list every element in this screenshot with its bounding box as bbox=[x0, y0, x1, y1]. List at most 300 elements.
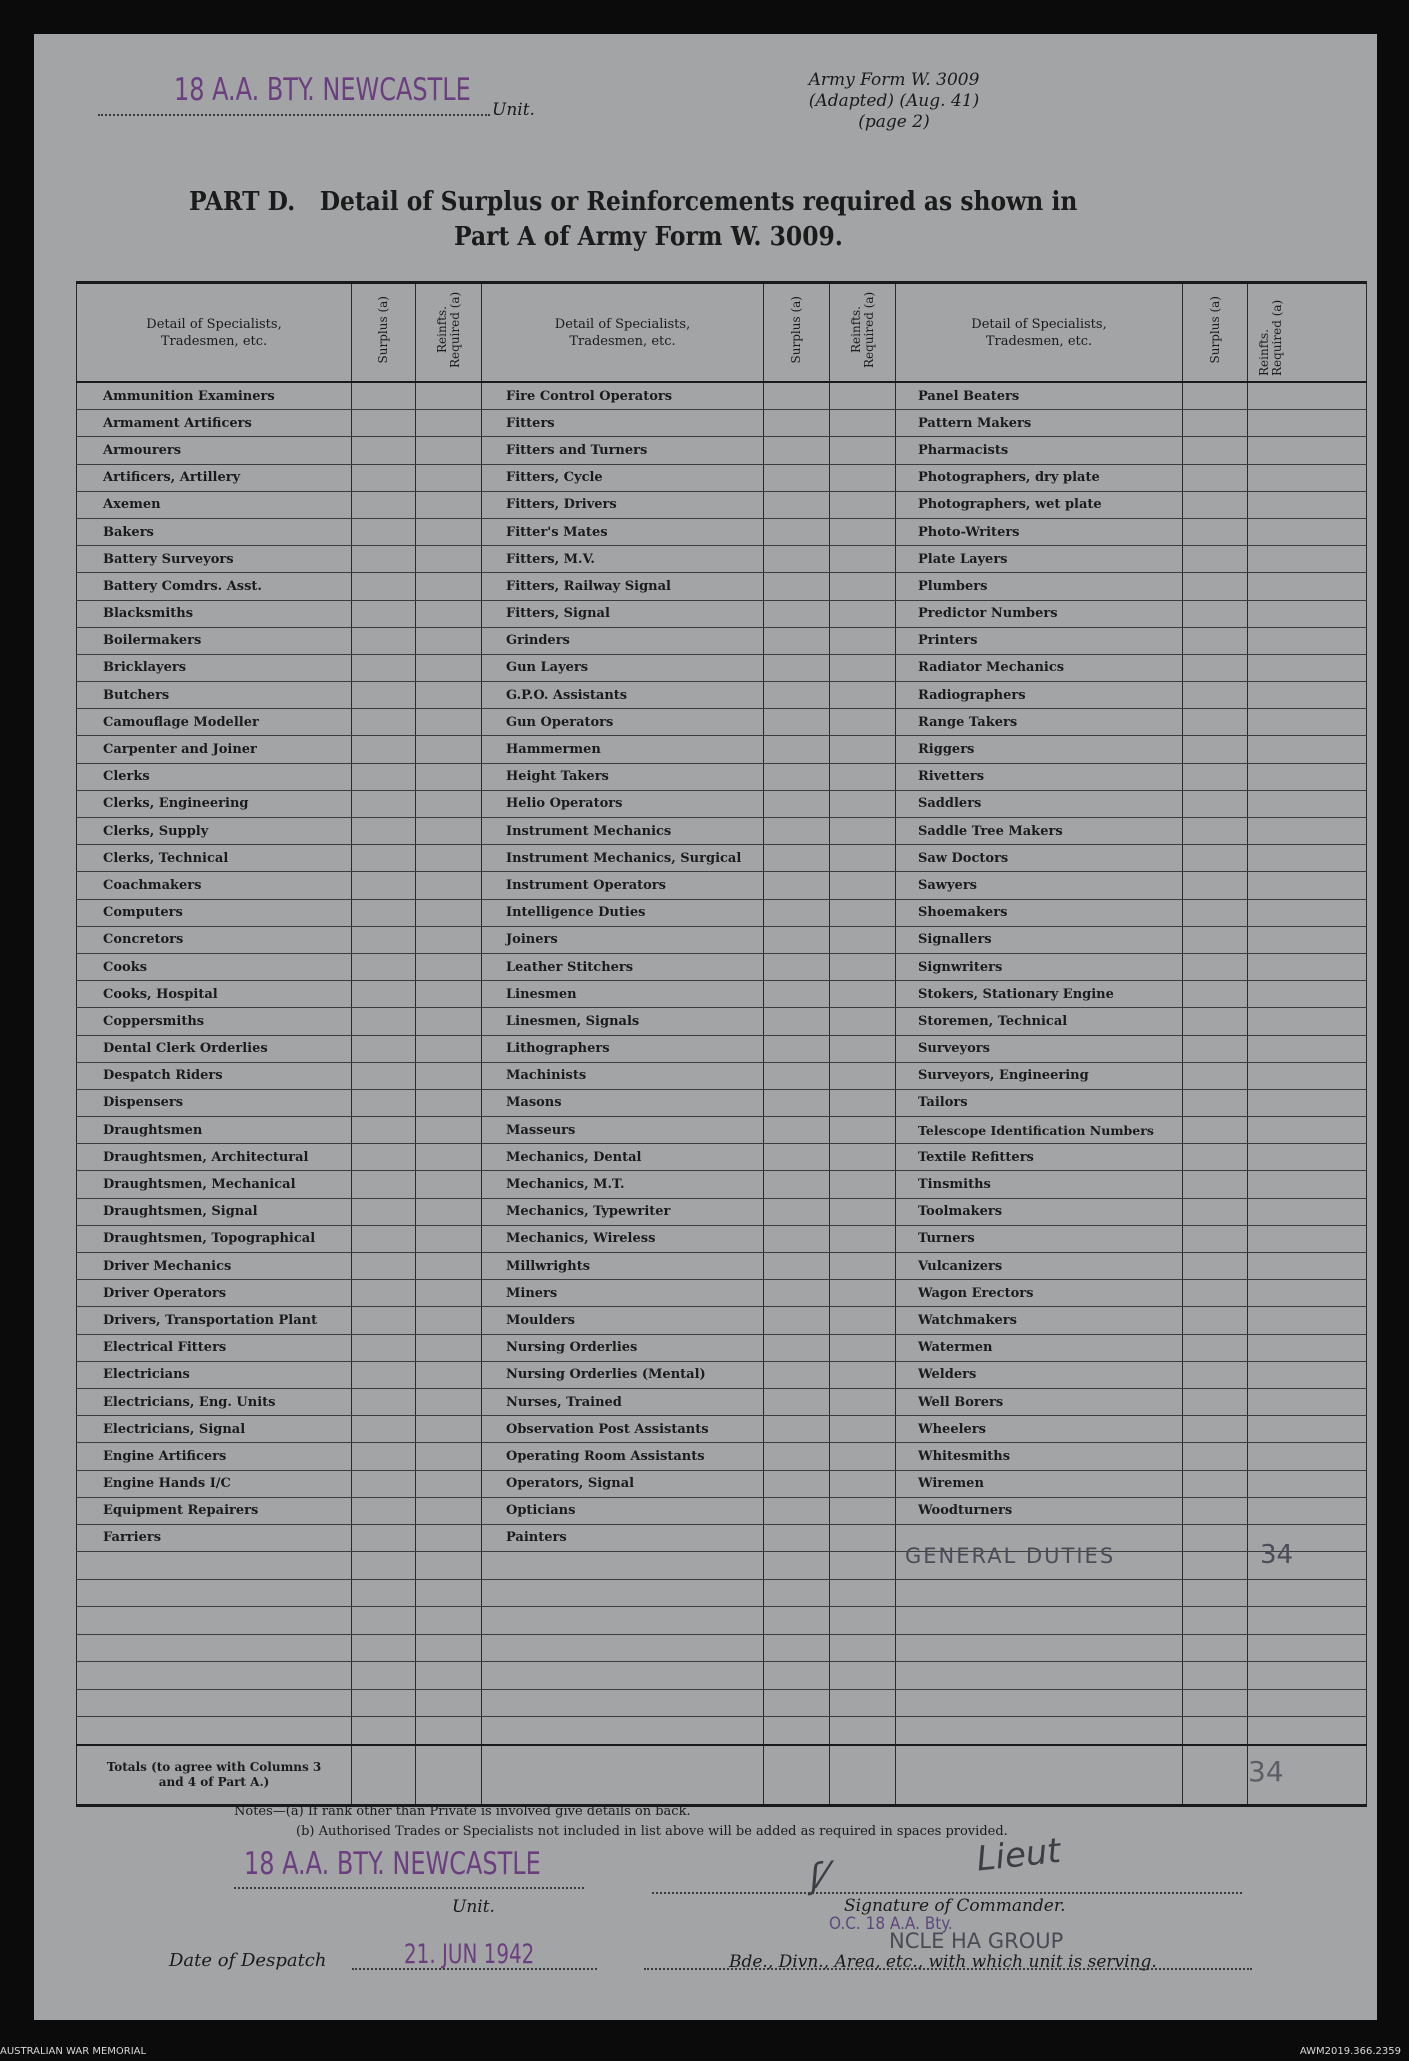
table-row bbox=[77, 1524, 1367, 1551]
trade-name-col2: Mechanics, Dental bbox=[482, 1144, 764, 1171]
surplus-cell bbox=[764, 410, 830, 437]
trade-name-col3: Pattern Makers bbox=[896, 410, 1183, 437]
trade-name-col1: Driver Mechanics bbox=[77, 1253, 352, 1280]
col-header-detail: Detail of Specialists, Tradesmen, etc. bbox=[896, 283, 1183, 383]
surplus-cell bbox=[764, 1307, 830, 1334]
notes bbox=[234, 1802, 1008, 1842]
reinfts-cell bbox=[1248, 1144, 1367, 1171]
surplus-cell bbox=[1183, 899, 1248, 926]
reinfts-cell bbox=[416, 1470, 482, 1497]
reinfts-cell bbox=[830, 382, 896, 410]
table-row bbox=[77, 1443, 1367, 1470]
totals-cell bbox=[482, 1745, 764, 1806]
surplus-cell bbox=[1183, 464, 1248, 491]
trade-name-col3: Saw Doctors bbox=[896, 845, 1183, 872]
trade-name-col2: Fitters, Drivers bbox=[482, 491, 764, 518]
reinfts-cell bbox=[830, 627, 896, 654]
surplus-cell bbox=[352, 682, 416, 709]
trade-name-col2: Millwrights bbox=[482, 1253, 764, 1280]
reinfts-cell bbox=[1248, 736, 1367, 763]
note-b: (b) Authorised Trades or Specialists not included in list above will be added as required in spaces provided. bbox=[296, 1824, 1008, 1839]
trade-name-col2: Mechanics, Wireless bbox=[482, 1225, 764, 1252]
reinfts-cell bbox=[416, 1524, 482, 1551]
table-row bbox=[77, 1497, 1367, 1524]
trade-name-col1: Equipment Repairers bbox=[77, 1497, 352, 1524]
surplus-cell bbox=[352, 464, 416, 491]
blank-cell bbox=[416, 1607, 482, 1635]
col-header-reinfts: Reinfts. Required (a) bbox=[416, 283, 482, 383]
trade-name-col1: Bricklayers bbox=[77, 654, 352, 681]
trade-name-col1: Engine Artificers bbox=[77, 1443, 352, 1470]
blank-cell bbox=[1183, 1579, 1248, 1607]
table-row bbox=[77, 790, 1367, 817]
trade-name-col1: Draughtsmen, Topographical bbox=[77, 1225, 352, 1252]
col-header-detail: Detail of Specialists, Tradesmen, etc. bbox=[482, 283, 764, 383]
reinfts-cell bbox=[416, 1280, 482, 1307]
trade-name-col2: Instrument Operators bbox=[482, 872, 764, 899]
surplus-cell bbox=[1183, 1416, 1248, 1443]
surplus-cell bbox=[352, 872, 416, 899]
reinfts-cell bbox=[416, 1416, 482, 1443]
surplus-cell bbox=[1183, 491, 1248, 518]
surplus-cell bbox=[764, 382, 830, 410]
surplus-cell bbox=[1183, 1225, 1248, 1252]
reinfts-cell bbox=[416, 709, 482, 736]
signature-mark-icon: ʃ⁄ bbox=[807, 1855, 829, 1898]
table-row bbox=[77, 654, 1367, 681]
surplus-cell bbox=[764, 627, 830, 654]
table-row bbox=[77, 410, 1367, 437]
reinfts-cell bbox=[830, 1280, 896, 1307]
surplus-cell bbox=[352, 1334, 416, 1361]
blank-row[interactable] bbox=[77, 1607, 1367, 1635]
trade-name-col3: Photographers, wet plate bbox=[896, 491, 1183, 518]
reinfts-cell bbox=[830, 845, 896, 872]
reinfts-cell bbox=[416, 1089, 482, 1116]
reinfts-cell bbox=[1248, 1089, 1367, 1116]
table-row bbox=[77, 926, 1367, 953]
surplus-cell bbox=[764, 518, 830, 545]
table-row bbox=[77, 1089, 1367, 1116]
signature-label: Signature of Commander. bbox=[844, 1896, 1066, 1916]
blank-cell bbox=[896, 1689, 1183, 1717]
blank-cell bbox=[352, 1552, 416, 1580]
blank-cell bbox=[77, 1634, 352, 1662]
surplus-cell bbox=[764, 682, 830, 709]
blank-cell bbox=[830, 1579, 896, 1607]
archive-label-left: AUSTRALIAN WAR MEMORIAL bbox=[0, 2046, 147, 2057]
reinfts-cell bbox=[830, 1470, 896, 1497]
surplus-cell bbox=[352, 763, 416, 790]
reinfts-cell bbox=[1248, 1117, 1367, 1144]
table-row bbox=[77, 627, 1367, 654]
trade-name-col3: Shoemakers bbox=[896, 899, 1183, 926]
surplus-cell bbox=[1183, 573, 1248, 600]
trade-name-col1: Clerks bbox=[77, 763, 352, 790]
form-page bbox=[34, 34, 1377, 2020]
reinfts-cell bbox=[416, 546, 482, 573]
trade-name-col3: Photographers, dry plate bbox=[896, 464, 1183, 491]
surplus-cell bbox=[352, 1225, 416, 1252]
trade-name-col1: Clerks, Supply bbox=[77, 818, 352, 845]
surplus-cell bbox=[1183, 1361, 1248, 1388]
reinfts-cell bbox=[1248, 953, 1367, 980]
trade-name-col2: Fitters and Turners bbox=[482, 437, 764, 464]
trade-name-col3: Turners bbox=[896, 1225, 1183, 1252]
surplus-cell bbox=[1183, 1089, 1248, 1116]
reinfts-cell bbox=[416, 872, 482, 899]
surplus-cell bbox=[352, 573, 416, 600]
trade-name-col2: Joiners bbox=[482, 926, 764, 953]
blank-cell bbox=[482, 1579, 764, 1607]
trade-name-col2: Fitters, M.V. bbox=[482, 546, 764, 573]
surplus-cell bbox=[352, 627, 416, 654]
blank-cell bbox=[830, 1717, 896, 1745]
blank-cell bbox=[830, 1689, 896, 1717]
col-header-surplus: Surplus (a) bbox=[764, 283, 830, 383]
trade-name-col3: Riggers bbox=[896, 736, 1183, 763]
surplus-cell bbox=[352, 899, 416, 926]
table-row bbox=[77, 1334, 1367, 1361]
reinfts-cell bbox=[1248, 654, 1367, 681]
blank-row[interactable] bbox=[77, 1579, 1367, 1607]
reinfts-cell bbox=[1248, 410, 1367, 437]
surplus-cell bbox=[352, 1253, 416, 1280]
unit-label-top: Unit. bbox=[492, 100, 535, 120]
surplus-cell bbox=[352, 1198, 416, 1225]
trade-name-col2: Masons bbox=[482, 1089, 764, 1116]
reinfts-cell bbox=[416, 1443, 482, 1470]
table-row bbox=[77, 464, 1367, 491]
table-row bbox=[77, 1225, 1367, 1252]
table-row bbox=[77, 818, 1367, 845]
date-stamp: 21. JUN 1942 bbox=[404, 1939, 535, 1970]
surplus-cell bbox=[1183, 736, 1248, 763]
blank-row[interactable] bbox=[77, 1634, 1367, 1662]
totals-cell bbox=[830, 1745, 896, 1806]
surplus-cell bbox=[764, 1144, 830, 1171]
surplus-cell bbox=[352, 546, 416, 573]
reinfts-cell bbox=[830, 437, 896, 464]
blank-cell bbox=[1183, 1689, 1248, 1717]
form-reference bbox=[779, 70, 1009, 133]
reinfts-cell bbox=[830, 1117, 896, 1144]
table-row bbox=[77, 1416, 1367, 1443]
table-row bbox=[77, 1388, 1367, 1415]
trade-name-col2: Gun Layers bbox=[482, 654, 764, 681]
surplus-cell bbox=[1183, 1470, 1248, 1497]
reinfts-cell bbox=[1248, 600, 1367, 627]
table-row bbox=[77, 682, 1367, 709]
surplus-cell bbox=[764, 1171, 830, 1198]
table-row bbox=[77, 709, 1367, 736]
trade-name-col3: Watchmakers bbox=[896, 1307, 1183, 1334]
reinfts-cell bbox=[830, 1062, 896, 1089]
trade-name-col1: Carpenter and Joiner bbox=[77, 736, 352, 763]
blank-cell bbox=[1183, 1634, 1248, 1662]
trade-name-col3: Predictor Numbers bbox=[896, 600, 1183, 627]
blank-cell bbox=[482, 1662, 764, 1690]
surplus-cell bbox=[1183, 600, 1248, 627]
blank-cell bbox=[896, 1662, 1183, 1690]
reinfts-cell bbox=[1248, 845, 1367, 872]
reinfts-cell bbox=[830, 1524, 896, 1551]
reinfts-cell bbox=[830, 1307, 896, 1334]
reinfts-cell bbox=[830, 682, 896, 709]
trade-name-col1: Axemen bbox=[77, 491, 352, 518]
reinfts-cell bbox=[1248, 491, 1367, 518]
trade-name-col3: Tinsmiths bbox=[896, 1171, 1183, 1198]
blank-cell bbox=[830, 1552, 896, 1580]
reinfts-cell bbox=[830, 1225, 896, 1252]
table-row bbox=[77, 845, 1367, 872]
blank-cell bbox=[1183, 1607, 1248, 1635]
surplus-cell bbox=[764, 872, 830, 899]
reinfts-cell bbox=[830, 654, 896, 681]
reinfts-cell bbox=[830, 709, 896, 736]
blank-cell bbox=[352, 1579, 416, 1607]
trade-name-col2: Fitters, Cycle bbox=[482, 464, 764, 491]
surplus-cell bbox=[1183, 709, 1248, 736]
blank-cell bbox=[77, 1662, 352, 1690]
handwritten-reinfts-entry: 34 bbox=[1260, 1540, 1294, 1570]
reinfts-cell bbox=[416, 1388, 482, 1415]
blank-cell bbox=[1248, 1634, 1367, 1662]
surplus-cell bbox=[764, 1062, 830, 1089]
trade-name-col2: Instrument Mechanics, Surgical bbox=[482, 845, 764, 872]
surplus-cell bbox=[352, 1497, 416, 1524]
trade-name-col1: Electricians bbox=[77, 1361, 352, 1388]
table-row bbox=[77, 1008, 1367, 1035]
surplus-cell bbox=[352, 1416, 416, 1443]
reinfts-cell bbox=[1248, 1171, 1367, 1198]
reinfts-cell bbox=[830, 491, 896, 518]
trade-name-col3: Radiator Mechanics bbox=[896, 654, 1183, 681]
trade-name-col2: Instrument Mechanics bbox=[482, 818, 764, 845]
reinfts-cell bbox=[1248, 1225, 1367, 1252]
reinfts-cell bbox=[1248, 818, 1367, 845]
surplus-cell bbox=[352, 1388, 416, 1415]
table-row bbox=[77, 518, 1367, 545]
trade-name-col1: Electricians, Eng. Units bbox=[77, 1388, 352, 1415]
surplus-cell bbox=[352, 790, 416, 817]
surplus-cell bbox=[352, 1470, 416, 1497]
trade-name-col3: Radiographers bbox=[896, 682, 1183, 709]
blank-cell bbox=[764, 1689, 830, 1717]
table-row bbox=[77, 491, 1367, 518]
reinfts-cell bbox=[416, 464, 482, 491]
form-title bbox=[189, 187, 1077, 217]
reinfts-cell bbox=[1248, 1361, 1367, 1388]
trade-name-col3: Textile Refitters bbox=[896, 1144, 1183, 1171]
blank-row[interactable] bbox=[77, 1689, 1367, 1717]
reinfts-cell bbox=[1248, 981, 1367, 1008]
trade-name-col3-text: Telescope Identification Numbers bbox=[918, 1122, 1154, 1138]
blank-row[interactable] bbox=[77, 1552, 1367, 1580]
table-row bbox=[77, 1253, 1367, 1280]
trade-name-col2: Miners bbox=[482, 1280, 764, 1307]
surplus-cell bbox=[1183, 1334, 1248, 1361]
reinfts-cell bbox=[416, 1171, 482, 1198]
trade-name-col2: Linesmen bbox=[482, 981, 764, 1008]
reinfts-cell bbox=[416, 1008, 482, 1035]
surplus-cell bbox=[1183, 1524, 1248, 1551]
table-row bbox=[77, 1198, 1367, 1225]
reinfts-cell bbox=[1248, 1008, 1367, 1035]
blank-row[interactable] bbox=[77, 1717, 1367, 1745]
surplus-cell bbox=[1183, 1280, 1248, 1307]
reinfts-cell bbox=[830, 872, 896, 899]
surplus-cell bbox=[1183, 1307, 1248, 1334]
table-row bbox=[77, 546, 1367, 573]
trade-name-col1: Drivers, Transportation Plant bbox=[77, 1307, 352, 1334]
trade-name-col2: Fitters, Signal bbox=[482, 600, 764, 627]
bde-label: Bde., Divn., Area, etc., with which unit is serving. bbox=[729, 1952, 1157, 1972]
blank-cell bbox=[77, 1689, 352, 1717]
reinfts-cell bbox=[1248, 899, 1367, 926]
trade-name-col1: Farriers bbox=[77, 1524, 352, 1551]
reinfts-cell bbox=[830, 1171, 896, 1198]
surplus-cell bbox=[764, 600, 830, 627]
trade-name-col2: Linesmen, Signals bbox=[482, 1008, 764, 1035]
trade-name-col2: Height Takers bbox=[482, 763, 764, 790]
surplus-cell bbox=[1183, 1388, 1248, 1415]
surplus-cell bbox=[352, 410, 416, 437]
trade-name-col1: Engine Hands I/C bbox=[77, 1470, 352, 1497]
date-label: Date of Despatch bbox=[169, 1950, 327, 1971]
table-row bbox=[77, 1470, 1367, 1497]
trade-name-col3: Wagon Erectors bbox=[896, 1280, 1183, 1307]
surplus-cell bbox=[764, 1117, 830, 1144]
surplus-cell bbox=[764, 1416, 830, 1443]
reinfts-cell bbox=[830, 1443, 896, 1470]
trade-name-col3: Surveyors bbox=[896, 1035, 1183, 1062]
reinfts-cell bbox=[830, 1497, 896, 1524]
table-row bbox=[77, 872, 1367, 899]
surplus-cell bbox=[352, 1524, 416, 1551]
reinfts-cell bbox=[1248, 1280, 1367, 1307]
totals-cell bbox=[764, 1745, 830, 1806]
col-header-reinfts: Reinfts. Required (a) bbox=[1248, 283, 1367, 383]
table-row bbox=[77, 953, 1367, 980]
blank-cell bbox=[1248, 1717, 1367, 1745]
blank-cell bbox=[764, 1634, 830, 1662]
reinfts-cell bbox=[830, 953, 896, 980]
blank-cell bbox=[416, 1634, 482, 1662]
reinfts-cell bbox=[1248, 1497, 1367, 1524]
surplus-cell bbox=[1183, 1035, 1248, 1062]
reinfts-cell bbox=[830, 1388, 896, 1415]
surplus-cell bbox=[1183, 546, 1248, 573]
reinfts-cell bbox=[830, 410, 896, 437]
trade-name-col1: Clerks, Engineering bbox=[77, 790, 352, 817]
table-row bbox=[77, 573, 1367, 600]
col-header-detail: Detail of Specialists, Tradesmen, etc. bbox=[77, 283, 352, 383]
surplus-cell bbox=[1183, 1253, 1248, 1280]
signature-dotted-line bbox=[652, 1892, 1242, 1894]
trade-name-col1: Draughtsmen, Signal bbox=[77, 1198, 352, 1225]
reinfts-cell bbox=[1248, 1198, 1367, 1225]
trade-name-col3: Printers bbox=[896, 627, 1183, 654]
reinfts-cell bbox=[416, 573, 482, 600]
reinfts-cell bbox=[830, 1334, 896, 1361]
trade-name-col1: Despatch Riders bbox=[77, 1062, 352, 1089]
surplus-cell bbox=[764, 1334, 830, 1361]
surplus-cell bbox=[352, 1144, 416, 1171]
surplus-cell bbox=[1183, 627, 1248, 654]
trade-name-col3: Pharmacists bbox=[896, 437, 1183, 464]
reinfts-cell bbox=[416, 382, 482, 410]
trade-name-col3: Saddle Tree Makers bbox=[896, 818, 1183, 845]
trade-name-col1: Armourers bbox=[77, 437, 352, 464]
reinfts-cell bbox=[416, 1198, 482, 1225]
blank-cell bbox=[416, 1689, 482, 1717]
surplus-cell bbox=[352, 491, 416, 518]
reinfts-cell bbox=[1248, 1062, 1367, 1089]
surplus-cell bbox=[764, 790, 830, 817]
blank-cell bbox=[1183, 1662, 1248, 1690]
blank-cell bbox=[416, 1552, 482, 1580]
blank-cell bbox=[352, 1689, 416, 1717]
unit-dotted-line-bottom bbox=[234, 1887, 584, 1889]
trade-name-col2: Observation Post Assistants bbox=[482, 1416, 764, 1443]
trade-name-col1: Coachmakers bbox=[77, 872, 352, 899]
blank-cell bbox=[764, 1717, 830, 1745]
surplus-cell bbox=[1183, 382, 1248, 410]
surplus-cell bbox=[1183, 1144, 1248, 1171]
blank-cell bbox=[482, 1717, 764, 1745]
surplus-cell bbox=[764, 1225, 830, 1252]
surplus-cell bbox=[1183, 1497, 1248, 1524]
blank-row[interactable] bbox=[77, 1662, 1367, 1690]
trade-name-col3: Rivetters bbox=[896, 763, 1183, 790]
trade-name-col1: Draughtsmen, Mechanical bbox=[77, 1171, 352, 1198]
reinfts-cell bbox=[416, 1497, 482, 1524]
reinfts-cell bbox=[830, 573, 896, 600]
table-row bbox=[77, 1144, 1367, 1171]
blank-cell bbox=[764, 1579, 830, 1607]
trade-name-col2: Machinists bbox=[482, 1062, 764, 1089]
trade-name-col2: Gun Operators bbox=[482, 709, 764, 736]
handwritten-detail-entry: GENERAL DUTIES bbox=[905, 1544, 1116, 1568]
table-row bbox=[77, 763, 1367, 790]
oc-stamp: O.C. 18 A.A. Bty. bbox=[829, 1914, 953, 1934]
table-row bbox=[77, 437, 1367, 464]
blank-cell bbox=[1248, 1689, 1367, 1717]
reinfts-cell bbox=[830, 790, 896, 817]
surplus-cell bbox=[764, 818, 830, 845]
surplus-cell bbox=[352, 926, 416, 953]
table-row bbox=[77, 1280, 1367, 1307]
reinfts-cell bbox=[1248, 1307, 1367, 1334]
surplus-cell bbox=[1183, 1443, 1248, 1470]
trade-name-col3: Range Takers bbox=[896, 709, 1183, 736]
reinfts-cell bbox=[416, 410, 482, 437]
blank-cell bbox=[764, 1607, 830, 1635]
surplus-cell bbox=[764, 926, 830, 953]
totals-cell bbox=[1183, 1745, 1248, 1806]
reinfts-cell bbox=[416, 845, 482, 872]
surplus-cell bbox=[764, 736, 830, 763]
surplus-cell bbox=[764, 1035, 830, 1062]
table-row bbox=[77, 981, 1367, 1008]
surplus-cell bbox=[352, 736, 416, 763]
surplus-cell bbox=[764, 845, 830, 872]
trade-name-col1: Electricians, Signal bbox=[77, 1416, 352, 1443]
blank-cell bbox=[416, 1717, 482, 1745]
blank-cell bbox=[482, 1552, 764, 1580]
trade-name-col1: Concretors bbox=[77, 926, 352, 953]
